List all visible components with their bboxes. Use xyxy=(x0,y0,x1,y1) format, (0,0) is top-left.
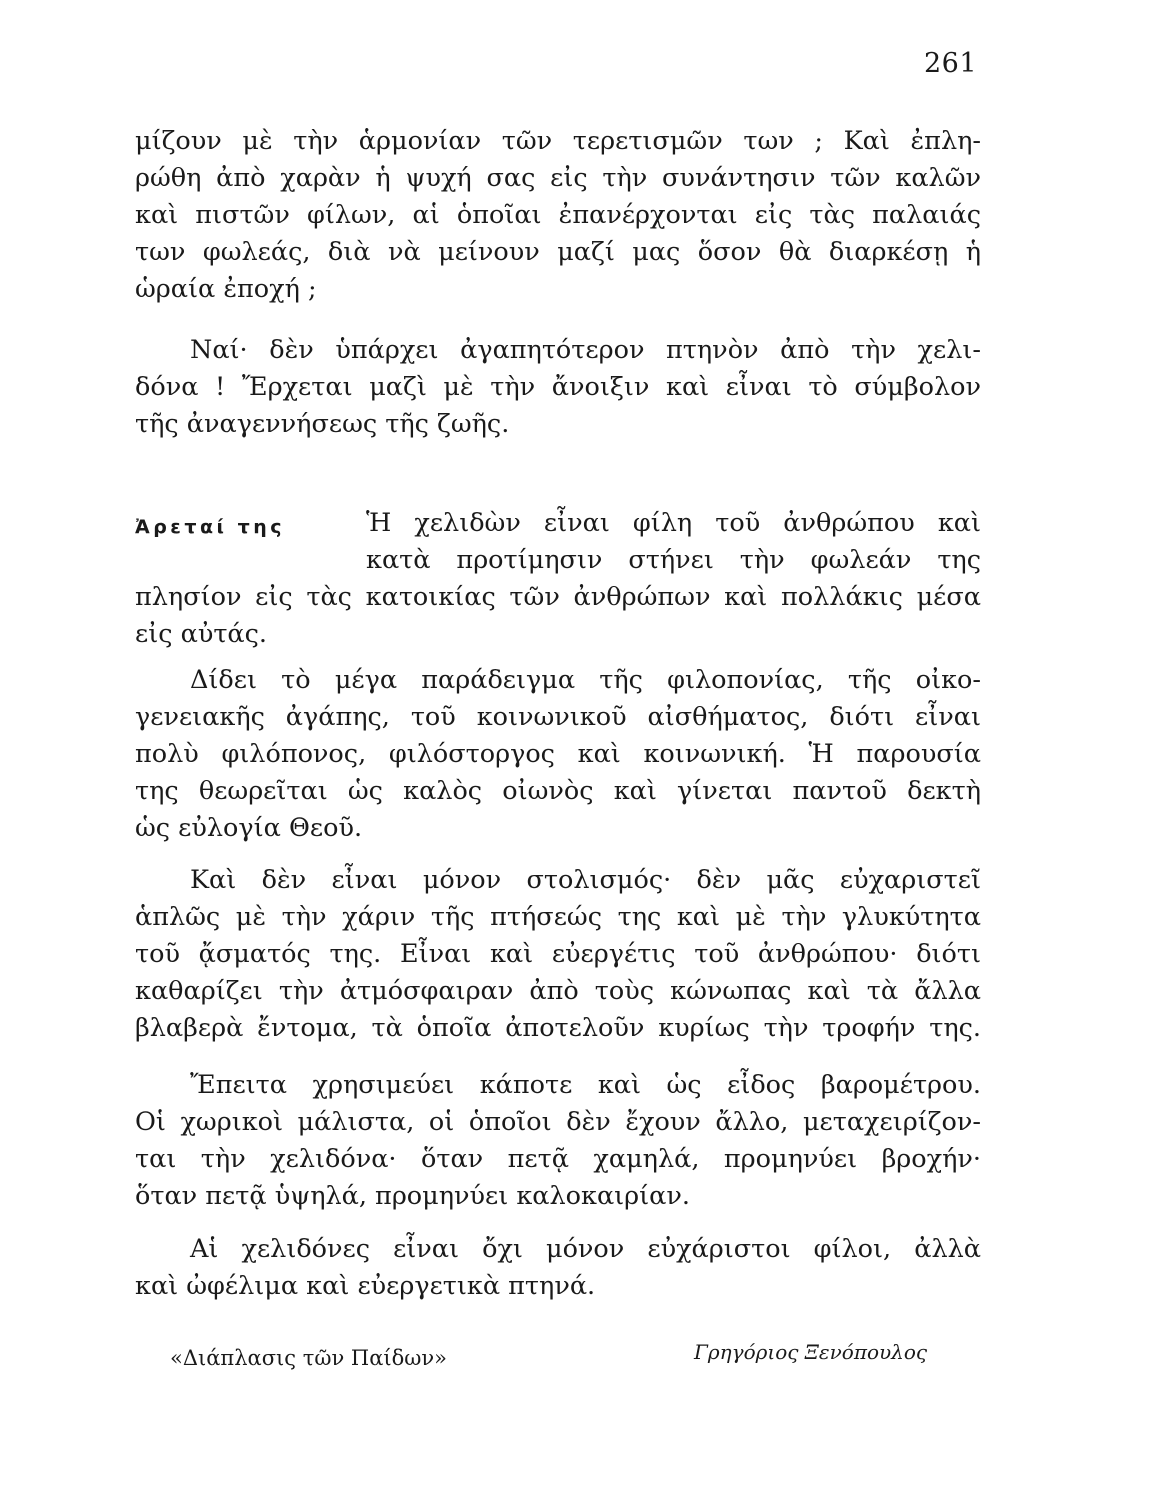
text-line: εἰς αὐτάς. xyxy=(135,619,268,649)
text-line: μίζουν μὲ τὴν ἁρμονίαν τῶν τερετισμῶν των ; Καὶ ἐπλη- xyxy=(135,126,981,156)
text-line: πολὺ φιλόπονος, φιλόστοργος καὶ κοινωνική. Ἡ παρουσία xyxy=(135,739,981,769)
paragraph-1 xyxy=(135,123,981,308)
paragraph-2 xyxy=(135,332,981,443)
text-line: ὡραία ἐποχή ; xyxy=(135,274,317,304)
text-line: των φωλεάς, διὰ νὰ μείνουν μαζί μας ὅσον θὰ διαρκέσῃ ἡ xyxy=(135,237,981,267)
paragraph-6 xyxy=(135,1067,981,1215)
text-line: δόνα ! Ἔρχεται μαζὶ μὲ τὴν ἄνοιξιν καὶ εἶναι τὸ σύμβολον xyxy=(135,372,981,402)
text-line: καὶ ὠφέλιμα καὶ εὐεργετικὰ πτηνά. xyxy=(135,1271,596,1301)
text-line: ρώθη ἀπὸ χαρὰν ἡ ψυχή σας εἰς τὴν συνάντησιν τῶν καλῶν xyxy=(135,163,981,193)
source-citation: «Διάπλασις τῶν Παίδων» xyxy=(170,1346,448,1370)
text-line: ἁπλῶς μὲ τὴν χάριν τῆς πτήσεώς της καὶ μὲ τὴν γλυκύτητα xyxy=(135,902,981,932)
text-line: ται τὴν χελιδόνα· ὅταν πετᾷ χαμηλά, προμηνύει βροχήν· xyxy=(135,1144,981,1174)
text-line: γενειακῆς ἀγάπης, τοῦ κοινωνικοῦ αἰσθήματος, διότι εἶναι xyxy=(135,702,981,732)
side-heading: Ἀρεταί της xyxy=(135,516,285,538)
text-line: Ναί· δὲν ὑπάρχει ἀγαπητότερον πτηνὸν ἀπὸ τὴν χελι- xyxy=(190,335,981,365)
text-line: πλησίον εἰς τὰς κατοικίας τῶν ἀνθρώπων καὶ πολλάκις μέσα xyxy=(135,582,981,612)
text-line: Δίδει τὸ μέγα παράδειγμα τῆς φιλοπονίας, τῆς οἰκο- xyxy=(190,665,981,695)
text-line: ὅταν πετᾷ ὑψηλά, προμηνύει καλοκαιρίαν. xyxy=(135,1181,690,1211)
paragraph-7 xyxy=(135,1231,981,1305)
paragraph-4 xyxy=(135,662,981,847)
text-line: Οἱ χωρικοὶ μάλιστα, οἱ ὁποῖοι δὲν ἔχουν ἄλλο, μεταχειρίζον- xyxy=(135,1107,981,1137)
text-line: Αἱ χελιδόνες εἶναι ὄχι μόνον εὐχάριστοι φίλοι, ἀλλὰ xyxy=(190,1234,981,1264)
text-line: κατὰ προτίμησιν στήνει τὴν φωλεάν της xyxy=(366,545,981,575)
paragraph-3 xyxy=(135,505,981,653)
text-line: καθαρίζει τὴν ἀτμόσφαιραν ἀπὸ τοὺς κώνωπας καὶ τὰ ἄλλα xyxy=(135,976,981,1006)
text-line: τοῦ ᾄσματός της. Εἶναι καὶ εὐεργέτις τοῦ ἀνθρώπου· διότι xyxy=(135,939,981,969)
text-line: Καὶ δὲν εἶναι μόνον στολισμός· δὲν μᾶς εὐχαριστεῖ xyxy=(190,865,981,895)
text-line: Ἔπειτα χρησιμεύει κάποτε καὶ ὡς εἶδος βαρομέτρου. xyxy=(190,1070,981,1100)
text-line: τῆς ἀναγεννήσεως τῆς ζωῆς. xyxy=(135,409,510,439)
text-line: Ἡ χελιδὼν εἶναι φίλη τοῦ ἀνθρώπου καὶ xyxy=(366,508,981,538)
text-line: της θεωρεῖται ὡς καλὸς οἰωνὸς καὶ γίνεται παντοῦ δεκτὴ xyxy=(135,776,981,806)
text-line: βλαβερὰ ἔντομα, τὰ ὁποῖα ἀποτελοῦν κυρίως τὴν τροφήν της. xyxy=(135,1013,981,1043)
text-line: ὡς εὐλογία Θεοῦ. xyxy=(135,813,363,843)
author-name: Γρηγόριος Ξενόπουλος xyxy=(694,1340,928,1364)
page-number: 261 xyxy=(924,48,978,79)
text-line: καὶ πιστῶν φίλων, αἱ ὁποῖαι ἐπανέρχονται εἰς τὰς παλαιάς xyxy=(135,200,981,230)
paragraph-5 xyxy=(135,862,981,1047)
